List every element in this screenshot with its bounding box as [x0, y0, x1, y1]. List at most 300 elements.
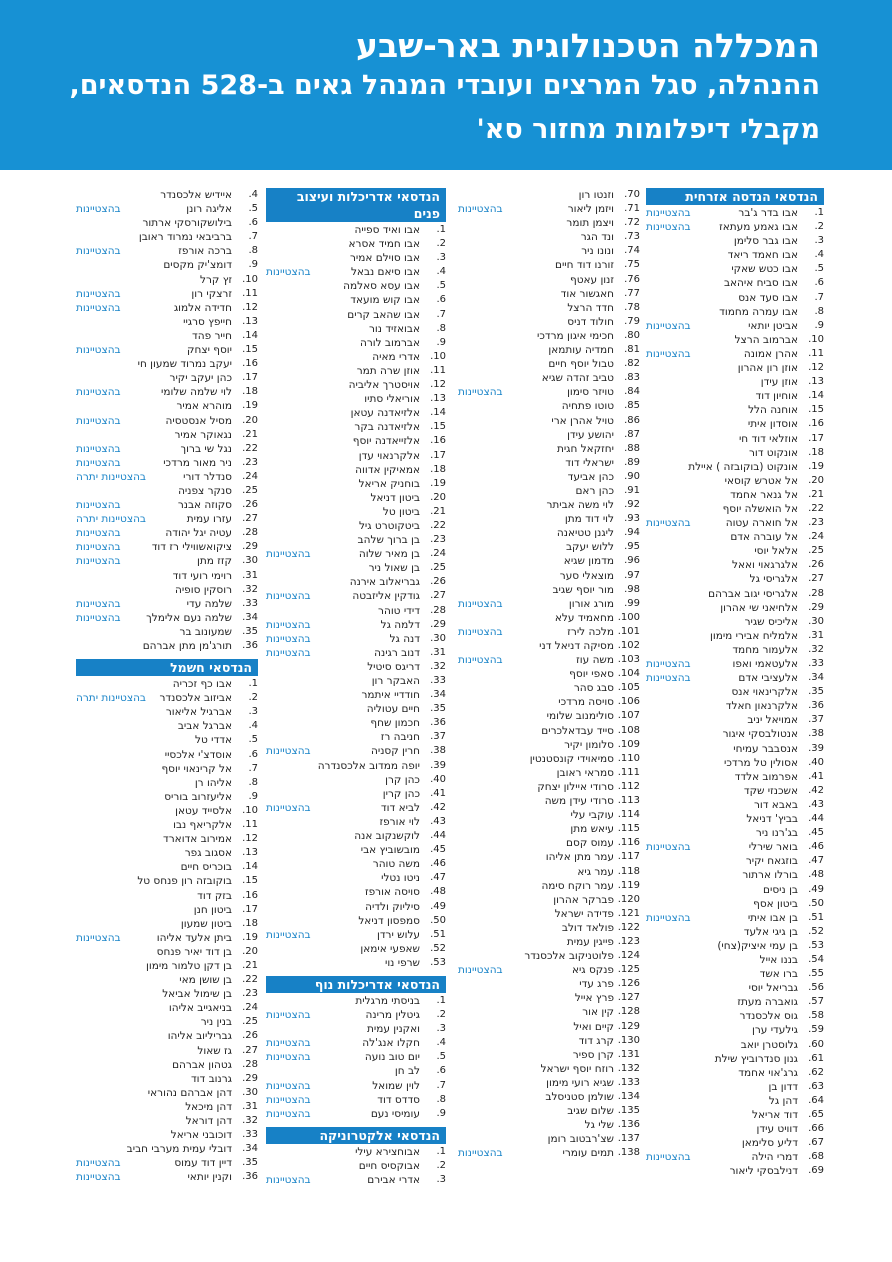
graduate-number: 16 .: [234, 889, 258, 903]
graduate-number: 44 .: [800, 812, 824, 826]
graduate-row: [458, 836, 640, 850]
graduate-name: כהן אביעד: [567, 470, 614, 483]
graduate-name: מוהרא אמיר: [176, 400, 232, 413]
graduate-name: דוד אריאל: [752, 1109, 798, 1121]
graduate-name: עמוס קסם: [566, 837, 614, 850]
graduate-name: אבו סעד אנס: [738, 291, 798, 304]
graduate-number: 116 .: [616, 836, 640, 850]
graduate-name: ויצמן תומר: [566, 217, 614, 230]
honors-label: בהצטיינות: [76, 344, 121, 357]
honors-label: בהצטיינות: [458, 203, 503, 216]
graduate-name: חיים עטוליה: [366, 703, 420, 716]
graduate-number: 95 .: [616, 540, 640, 554]
graduate-number: 2 .: [422, 237, 446, 251]
graduate-row: [646, 967, 824, 981]
graduate-name: יהושע עידן: [567, 428, 614, 441]
graduate-name: אליהו רן: [194, 776, 232, 789]
graduate-name: חרין קסניה: [370, 745, 420, 758]
graduate-number: 81 .: [616, 343, 640, 357]
graduate-name: ישראלי דוד: [565, 456, 614, 469]
graduate-row: [76, 973, 258, 987]
graduate-name: דהן אברהם נהוראי: [147, 1086, 232, 1099]
graduate-row: [646, 248, 824, 262]
graduate-number: 24 .: [800, 530, 824, 544]
graduate-name: נגאוקר אמיר: [174, 428, 232, 441]
graduate-number: 36 .: [800, 699, 824, 713]
graduate-name: יעקב נמרוד שמעון חי: [137, 358, 232, 371]
graduate-name: עמר גיא: [577, 865, 614, 878]
graduate-row: [458, 1034, 640, 1048]
graduate-name: תורג'מן מתן אברהם: [142, 640, 232, 652]
column-3: [266, 188, 446, 1187]
graduate-name: כהן קרין: [382, 787, 420, 800]
graduate-number: 58 .: [800, 1009, 824, 1023]
graduate-number: 135 .: [616, 1104, 640, 1118]
graduate-name: חייר פהד: [192, 329, 232, 342]
graduate-name: חכימי איגון מרדכי: [536, 329, 614, 342]
graduate-name: אבו גאמע מעתאז: [719, 221, 798, 234]
graduate-name: אוזן שרה תמר: [356, 364, 420, 377]
graduate-row: [458, 921, 640, 935]
graduate-row: [646, 403, 824, 417]
graduate-row: [646, 713, 824, 727]
graduate-name: אלזיאדנה בקר: [354, 421, 420, 434]
section-header: הנדסאי אדריכלות נוף: [266, 976, 446, 993]
graduate-name: דהן מיכאל: [185, 1100, 232, 1113]
honors-label: בהצטיינות: [76, 245, 121, 258]
graduate-row: [76, 639, 258, 653]
graduate-name: אדרי אבירם: [367, 1174, 420, 1186]
graduate-name: חדידה אלמוג: [173, 301, 232, 314]
graduate-name: בן עמי איציק(צחי): [717, 939, 798, 952]
graduate-row: [458, 357, 640, 371]
graduate-row: [76, 569, 258, 583]
graduate-row: [458, 343, 640, 357]
graduate-name: בניסתי מרגלית: [355, 994, 420, 1007]
graduate-number: 20 .: [234, 414, 258, 428]
graduate-number: 30 .: [800, 615, 824, 629]
graduate-row: [458, 554, 640, 568]
graduate-row: [458, 808, 640, 822]
graduate-name: אליגה רונן: [186, 203, 232, 216]
graduate-row: [458, 1146, 640, 1160]
honors-label: בהצטיינות: [646, 658, 691, 670]
graduate-name: דוכובני אריאל: [170, 1129, 232, 1142]
graduate-name: רוימי רועי דוד: [172, 569, 232, 582]
honors-label: בהצטיינות: [266, 745, 311, 758]
graduate-number: 8 .: [800, 305, 824, 319]
graduate-row: [76, 804, 258, 818]
graduate-row: [458, 287, 640, 301]
graduate-number: 30 .: [422, 632, 446, 646]
honors-label: בהצטיינות: [266, 1051, 311, 1064]
graduate-name: פולאד דולב: [561, 921, 614, 934]
graduate-number: 9 .: [800, 319, 824, 333]
graduate-row: [266, 660, 446, 674]
graduate-row: [266, 759, 446, 773]
honors-label: בהצטיינות: [266, 1009, 311, 1022]
graduate-name: חייפץ סרגיי: [183, 315, 232, 328]
graduate-name: עמר רוקח סימה: [541, 879, 614, 892]
graduate-name: אבוחצירא עילי: [355, 1145, 420, 1158]
graduate-row: [76, 470, 258, 484]
graduate-row: [266, 801, 446, 815]
graduate-name: כהן יעקב יקיר: [169, 372, 232, 385]
graduate-row: [76, 329, 258, 343]
graduate-name: סמראי ראובן: [556, 766, 614, 779]
graduate-row: [76, 442, 258, 456]
honors-label: בהצטיינות: [266, 632, 311, 645]
honors-label: בהצטיינות: [266, 1037, 311, 1050]
graduate-number: 84 .: [616, 385, 640, 399]
graduate-number: 25 .: [234, 1015, 258, 1029]
graduate-number: 7 .: [234, 762, 258, 776]
graduate-row: [266, 420, 446, 434]
graduate-number: 122 .: [616, 921, 640, 935]
graduate-row: [76, 202, 258, 216]
graduate-name: אסגוב גפר: [184, 847, 232, 860]
graduate-number: 72 .: [616, 216, 640, 230]
honors-label: בהצטיינות: [266, 646, 311, 659]
graduate-number: 30 .: [234, 554, 258, 568]
graduate-row: [76, 301, 258, 315]
graduate-number: 23 .: [800, 516, 824, 530]
graduate-number: 21 .: [234, 959, 258, 973]
graduate-number: 25 .: [234, 484, 258, 498]
graduate-number: 121 .: [616, 907, 640, 921]
graduate-number: 7 .: [422, 308, 446, 322]
graduate-row: [266, 265, 446, 279]
graduate-row: [646, 685, 824, 699]
graduate-number: 19 .: [422, 477, 446, 491]
graduate-name: ברביבאי נמרוד ראובן: [138, 231, 232, 244]
graduate-row: [458, 442, 640, 456]
graduate-number: 109 .: [616, 738, 640, 752]
graduate-row: [458, 949, 640, 963]
section-header: הנדסאי הנדסה אזרחית: [646, 188, 824, 205]
graduate-row: [646, 262, 824, 276]
graduate-name: אוזן עידן: [760, 376, 798, 389]
graduate-number: 92 .: [616, 498, 640, 512]
graduate-row: [646, 460, 824, 474]
graduate-number: 130 .: [616, 1034, 640, 1048]
graduate-row: [646, 939, 824, 953]
graduate-name: מסיל אנסטסיה: [165, 414, 232, 427]
graduate-row: [266, 604, 446, 618]
graduate-row: [646, 488, 824, 502]
graduate-number: 11 .: [422, 364, 446, 378]
graduate-row: [266, 1145, 446, 1159]
graduate-name: גז שאול: [197, 1044, 232, 1057]
graduate-row: [266, 392, 446, 406]
graduate-row: [266, 1093, 446, 1107]
graduate-number: 118 .: [616, 865, 640, 879]
graduate-number: 117 .: [616, 850, 640, 864]
graduate-row: [646, 812, 824, 826]
graduate-name: אברגל אביב: [177, 720, 232, 733]
graduate-number: 25 .: [422, 561, 446, 575]
graduate-number: 77 .: [616, 287, 640, 301]
graduate-row: [266, 519, 446, 533]
graduate-name: אבו עסא סאלמה: [343, 280, 420, 293]
graduate-list: [458, 188, 640, 1160]
graduate-row: [646, 1108, 824, 1122]
graduate-name: מחאמיד עלא: [554, 611, 614, 624]
graduate-row: [458, 695, 640, 709]
graduate-name: טויזר סימון: [567, 386, 614, 399]
honors-label: בהצטיינות: [646, 319, 691, 332]
graduate-name: גיטלין מרינה: [365, 1009, 420, 1022]
graduate-row: [646, 1164, 824, 1178]
graduate-row: [646, 530, 824, 544]
graduate-number: 20 .: [800, 474, 824, 488]
graduate-row: [458, 597, 640, 611]
graduate-number: 112 .: [616, 780, 640, 794]
graduate-number: 22 .: [422, 519, 446, 533]
graduate-name: אלעטאמי ואפו: [732, 658, 798, 670]
graduate-name: לביא דוד: [380, 801, 420, 814]
graduate-row: [266, 589, 446, 603]
graduate-number: 36 .: [422, 716, 446, 730]
graduate-name: עלוש ירדן: [376, 928, 420, 941]
graduate-name: באבא דור: [753, 798, 798, 811]
graduate-row: [646, 868, 824, 882]
honors-label: בהצטיינות: [76, 541, 121, 554]
graduate-number: 28 .: [234, 526, 258, 540]
graduate-name: יום טוב נועה: [364, 1051, 420, 1064]
graduate-number: 6 .: [422, 1064, 446, 1078]
graduate-name: סנדלר דורי: [183, 470, 232, 483]
graduate-row: [266, 871, 446, 885]
graduate-number: 26 .: [422, 575, 446, 589]
graduate-number: 14 .: [800, 389, 824, 403]
headline: ההנהלה, סגל המרצים ועובדי המנהל גאים ב-528 הנדסאים,: [69, 70, 820, 101]
graduate-name: בן שאול ניר: [368, 562, 420, 575]
graduate-name: סדדס דוד: [377, 1093, 420, 1106]
column-2: [458, 188, 640, 1160]
graduate-name: סמיאוידי קונסטנטין: [529, 752, 614, 765]
graduate-name: אוחיון דוד: [755, 390, 798, 403]
graduate-name: אבו בדר ג'בר: [738, 207, 798, 219]
graduate-row: [76, 287, 258, 301]
honors-label: בהצטיינות: [646, 672, 691, 685]
graduate-name: רוזח יוסף ישראל: [540, 1062, 614, 1075]
graduate-number: 6 .: [422, 293, 446, 307]
graduate-row: [646, 742, 824, 756]
graduate-row: [458, 794, 640, 808]
graduate-row: [646, 798, 824, 812]
graduate-row: [76, 258, 258, 272]
graduate-name: עטיה יגל יהודה: [165, 527, 232, 540]
graduate-row: [76, 399, 258, 413]
graduate-name: בואר שירלי: [748, 841, 798, 854]
graduate-name: בן דוד יאיר פנחס: [156, 945, 232, 958]
honors-label: בהצטיינות: [266, 1079, 311, 1092]
graduate-row: [266, 364, 446, 378]
graduate-number: 53 .: [422, 956, 446, 970]
graduate-number: 85 .: [616, 399, 640, 413]
graduate-row: [76, 874, 258, 888]
graduate-row: [76, 917, 258, 931]
graduate-row: [76, 371, 258, 385]
graduate-row: [266, 773, 446, 787]
graduate-number: 37 .: [800, 713, 824, 727]
graduate-number: 10 .: [800, 333, 824, 347]
graduate-row: [458, 329, 640, 343]
graduate-name: אבו כטש שאקי: [731, 263, 798, 276]
graduate-number: 124 .: [616, 949, 640, 963]
graduate-row: [646, 1023, 824, 1037]
graduate-row: [646, 474, 824, 488]
graduate-name: גלוסטרן יואב: [740, 1038, 798, 1051]
graduate-row: [646, 727, 824, 741]
honors-label: בהצטיינות: [76, 456, 121, 469]
graduate-name: דומצ'יק מקסים: [163, 259, 232, 272]
graduate-row: [458, 1090, 640, 1104]
graduate-row: [458, 385, 640, 399]
graduate-row: [458, 963, 640, 977]
graduate-name: אסולין טל מרדכי: [723, 756, 798, 769]
graduate-number: 16 .: [234, 357, 258, 371]
graduate-number: 9 .: [422, 1107, 446, 1121]
graduate-name: דוויט עידן: [756, 1123, 798, 1136]
graduate-row: [458, 498, 640, 512]
graduate-row: [458, 428, 640, 442]
graduate-list: [266, 994, 446, 1121]
graduate-row: [266, 434, 446, 448]
graduate-name: מור יוסף שגיב: [552, 583, 614, 596]
graduate-row: [266, 1008, 446, 1022]
graduate-number: 49 .: [422, 900, 446, 914]
graduate-number: 36 .: [234, 639, 258, 653]
graduate-row: [266, 336, 446, 350]
graduate-row: [76, 498, 258, 512]
graduate-number: 1 .: [422, 994, 446, 1008]
graduate-number: 27 .: [234, 1044, 258, 1058]
honors-label: בהצטיינות: [76, 931, 121, 944]
graduate-number: 50 .: [422, 914, 446, 928]
graduate-row: [458, 216, 640, 230]
graduate-number: 21 .: [234, 428, 258, 442]
graduate-number: 70 .: [616, 188, 640, 202]
graduate-name: אונקוט (בוקובזה ) איילת: [688, 460, 798, 473]
graduate-number: 60 .: [800, 1038, 824, 1052]
graduate-name: בזק דוד: [197, 889, 232, 902]
graduate-name: בננו אייל: [759, 953, 798, 966]
graduate-name: גבריאלוב אירנה: [349, 576, 420, 589]
graduate-name: בוקובזה רון פנחס טל: [137, 875, 232, 888]
graduate-number: 10 .: [234, 273, 258, 287]
graduate-number: 14 .: [234, 860, 258, 874]
graduate-row: [458, 879, 640, 893]
graduate-number: 2 .: [422, 1159, 446, 1173]
graduate-number: 1 .: [422, 1145, 446, 1159]
graduate-row: [458, 907, 640, 921]
graduate-row: [266, 1173, 446, 1187]
graduate-name: בילושקורסקי ארתור: [142, 217, 232, 230]
college-title: המכללה הטכנולוגית באר-שבע: [355, 26, 820, 65]
graduate-name: אלקריאף נבו: [173, 819, 232, 832]
graduate-number: 34 .: [422, 688, 446, 702]
graduate-row: [266, 928, 446, 942]
graduate-name: אבו כף זכריה: [172, 678, 232, 691]
honors-label: בהצטיינות: [646, 221, 691, 234]
graduate-name: סייד עבדאלכרים: [541, 724, 614, 737]
graduate-row: [646, 1122, 824, 1136]
graduate-number: 22 .: [800, 502, 824, 516]
graduate-row: [458, 1020, 640, 1034]
graduate-row: [266, 885, 446, 899]
graduate-number: 46 .: [422, 857, 446, 871]
graduate-name: לוי דוד מתן: [564, 513, 614, 526]
graduate-name: ביתן אלעד אליהו: [156, 931, 232, 944]
graduate-number: 3 .: [422, 1173, 446, 1187]
graduate-row: [266, 956, 446, 970]
graduate-row: [646, 587, 824, 601]
graduate-row: [76, 818, 258, 832]
graduate-number: 5 .: [422, 1050, 446, 1064]
graduate-name: אוזן רון אהרון: [737, 362, 798, 375]
graduate-name: שאפעי אימאן: [360, 942, 420, 955]
graduate-row: [458, 850, 640, 864]
graduate-name: פברקר אהרון: [553, 893, 614, 906]
graduate-name: לוי אורפז: [379, 815, 420, 828]
honors-label: בהצטיינות: [76, 1171, 121, 1184]
graduate-name: ונד הגר: [580, 231, 614, 244]
graduate-number: 37 .: [422, 730, 446, 744]
graduate-row: [458, 230, 640, 244]
graduate-row: [458, 822, 640, 836]
graduate-number: 102 .: [616, 639, 640, 653]
graduate-number: 23 .: [234, 987, 258, 1001]
graduate-number: 22 .: [234, 442, 258, 456]
graduate-row: [646, 615, 824, 629]
graduate-row: [458, 526, 640, 540]
graduate-number: 54 .: [800, 953, 824, 967]
graduate-name: פנקס גיא: [571, 964, 614, 977]
graduate-name: דריגס סיטיל: [367, 660, 420, 673]
graduate-number: 40 .: [800, 756, 824, 770]
graduate-number: 17 .: [422, 449, 446, 463]
graduate-number: 29 .: [234, 1072, 258, 1086]
graduate-list: [76, 188, 258, 653]
graduate-number: 2 .: [234, 691, 258, 705]
graduate-number: 48 .: [800, 868, 824, 882]
graduate-row: [646, 756, 824, 770]
graduate-number: 50 .: [800, 897, 824, 911]
graduate-number: 3 .: [800, 234, 824, 248]
graduate-row: [458, 244, 640, 258]
graduate-row: [646, 432, 824, 446]
graduate-name: עומיסי נעם: [370, 1107, 420, 1120]
graduate-row: [646, 784, 824, 798]
graduate-number: 73 .: [616, 230, 640, 244]
graduate-number: 20 .: [422, 491, 446, 505]
graduate-name: שלמה נעם אלימלך: [146, 611, 232, 624]
graduate-number: 3 .: [422, 1022, 446, 1036]
graduate-row: [76, 414, 258, 428]
graduate-row: [646, 643, 824, 657]
graduate-name: קיים ואיל: [573, 1020, 614, 1033]
graduate-number: 1 .: [800, 206, 824, 220]
graduate-row: [646, 1150, 824, 1164]
graduate-number: 12 .: [234, 301, 258, 315]
graduate-number: 8 .: [422, 322, 446, 336]
honors-label: בהצטיינות: [266, 590, 311, 603]
graduate-number: 13 .: [234, 846, 258, 860]
graduate-row: [646, 502, 824, 516]
graduate-row: [76, 691, 258, 705]
